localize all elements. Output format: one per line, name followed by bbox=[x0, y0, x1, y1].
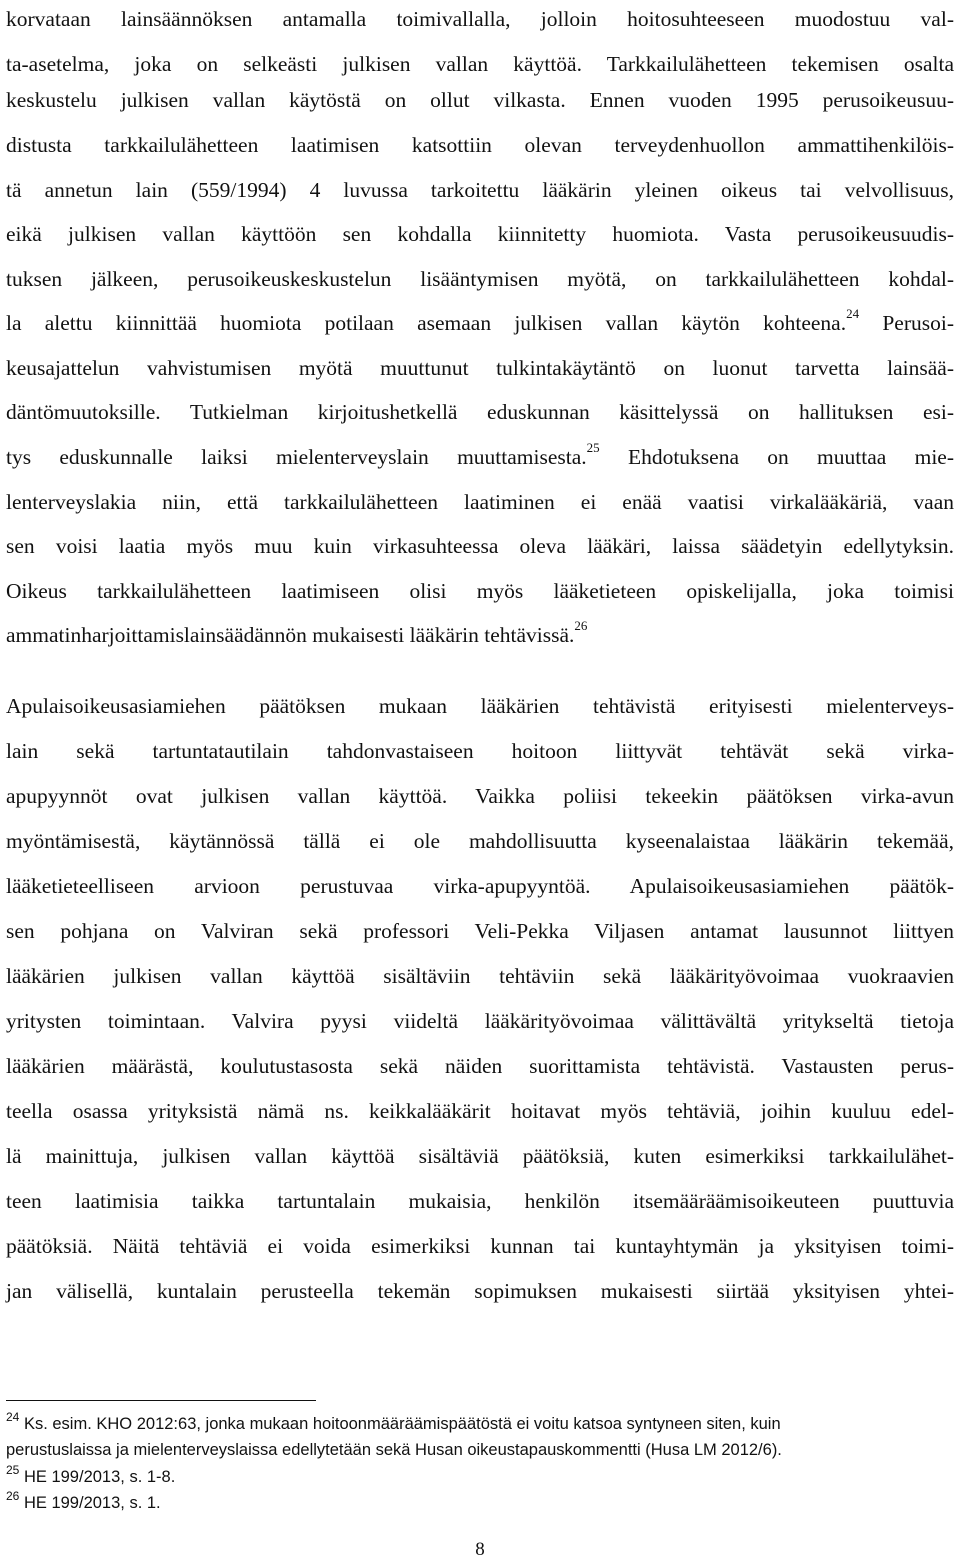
footnote-ref: 24 bbox=[846, 306, 860, 321]
text-line-with-footnote bbox=[6, 618, 954, 648]
footnote-number: 24 bbox=[6, 1410, 20, 1424]
text-line: apupyynnöt ovat julkisen vallan käyttöä. Vaikka poliisi tekeekin päätöksen virka-avun bbox=[6, 784, 954, 808]
footnote-24-continued bbox=[6, 1440, 954, 1460]
footnote-number: 25 bbox=[6, 1463, 20, 1477]
text-line: korvataan lainsäännöksen antamalla toimivallalla, jolloin hoitosuhteeseen muodostuu val- bbox=[6, 7, 954, 31]
text-line: lääkärien määrästä, koulutustasosta sekä näiden suorittamista tehtävistä. Vastausten perus- bbox=[6, 1054, 954, 1078]
text-line: jan välisellä, kuntalain perusteella tekemän sopimuksen mukaisesti siirtää yksityisen yhtei- bbox=[6, 1279, 954, 1303]
footnote-text: HE 199/2013, s. 1-8. bbox=[23, 1468, 176, 1486]
text-line-with-footnote bbox=[6, 440, 954, 470]
text-line: sen voisi laatia myös muu kuin virkasuhteessa oleva lääkäri, laissa säädetyin edellytyksin. bbox=[6, 534, 954, 558]
text-line: lä mainittuja, julkisen vallan käyttöä sisältäviä päätöksiä, kuten esimerkiksi tarkkailulähet- bbox=[6, 1144, 954, 1168]
text-segment: Ehdotuksena on muuttaa mie- bbox=[627, 445, 954, 469]
footnote-text: perustuslaissa ja mielenterveyslaissa edellytetään sekä Husan oikeustapauskommentti (Husa LM 2012/6). bbox=[6, 1441, 782, 1459]
text-segment: tys eduskunnalle laiksi mielenterveyslain muuttamisesta. bbox=[6, 445, 587, 469]
footnote-26 bbox=[6, 1489, 954, 1513]
text-line: lain sekä tartuntatautilain tahdonvastaiseen hoitoon liittyvät tehtävät sekä virka- bbox=[6, 739, 954, 763]
text-line: lääkärien julkisen vallan käyttöä sisältäviin tehtäviin sekä lääkärityövoimaa vuokraavien bbox=[6, 964, 954, 988]
footnote-ref: 25 bbox=[586, 440, 600, 455]
footnote-separator bbox=[6, 1400, 316, 1401]
page-number: 8 bbox=[475, 1539, 485, 1560]
text-line: lääketieteelliseen arvioon perustuvaa virka-apupyyntöä. Apulaisoikeusasiamiehen päätök- bbox=[6, 874, 954, 898]
text-line: keusajattelun vahvistumisen myötä muuttunut tulkintakäytäntö on luonut tarvetta lainsää- bbox=[6, 356, 954, 380]
text-segment: Perusoi- bbox=[882, 311, 955, 335]
text-line: lenterveyslakia niin, että tarkkailulähetteen laatiminen ei enää vaatisi virkalääkäriä, vaan bbox=[6, 490, 954, 514]
text-segment: ammatinharjoittamislainsäädännön mukaisesti lääkärin tehtävissä. bbox=[6, 623, 575, 647]
text-line-with-footnote bbox=[6, 306, 955, 336]
text-line: distusta tarkkailulähetteen laatimisen katsottiin olevan terveydenhuollon ammattihenkilöis- bbox=[6, 133, 954, 157]
text-line: tä annetun lain (559/1994) 4 luvussa tarkoitettu lääkärin yleinen oikeus tai velvollisuus, bbox=[6, 178, 954, 202]
text-line: Oikeus tarkkailulähetteen laatimiseen olisi myös lääketieteen opiskelijalla, joka toimisi bbox=[6, 579, 954, 603]
text-line: eikä julkisen vallan käyttöön sen kohdalla kiinnitetty huomiota. Vasta perusoikeusuudis- bbox=[6, 222, 954, 246]
text-line: myöntämisestä, käytännössä tällä ei ole mahdollisuutta kyseenalaistaa lääkärin tekemää, bbox=[6, 829, 954, 853]
text-segment: la alettu kiinnittää huomiota potilaan asemaan julkisen vallan käytön kohteena. bbox=[6, 311, 847, 335]
text-line: tuksen jälkeen, perusoikeuskeskustelun lisääntymisen myötä, on tarkkailulähetteen kohdal- bbox=[6, 267, 954, 291]
footnote-number: 26 bbox=[6, 1489, 20, 1503]
text-line: teella osassa yrityksistä nämä ns. keikkalääkärit hoitavat myös tehtäviä, joihin kuuluu edel- bbox=[6, 1099, 954, 1123]
footnote-text: Ks. esim. KHO 2012:63, jonka mukaan hoitoonmääräämispäätöstä ei voitu katsoa syntyneen siten, kuin bbox=[23, 1415, 781, 1433]
footnote-24 bbox=[6, 1410, 954, 1434]
text-line: däntömuutoksille. Tutkielman kirjoitushetkellä eduskunnan käsittelyssä on hallituksen esi- bbox=[6, 400, 954, 424]
text-line: keskustelu julkisen vallan käytöstä on ollut vilkasta. Ennen vuoden 1995 perusoikeusuu- bbox=[6, 88, 954, 112]
footnote-text: HE 199/2013, s. 1. bbox=[23, 1494, 161, 1512]
text-line: yritysten toimintaan. Valvira pyysi viideltä lääkärityövoimaa välittävältä yritykseltä tietoja bbox=[6, 1009, 954, 1033]
text-line: sen pohjana on Valviran sekä professori Veli-Pekka Viljasen antamat lausunnot liittyen bbox=[6, 919, 954, 943]
text-line: päätöksiä. Näitä tehtäviä ei voida esimerkiksi kunnan tai kuntayhtymän ja yksityisen toimi- bbox=[6, 1234, 954, 1258]
footnote-25 bbox=[6, 1463, 954, 1487]
footnote-ref: 26 bbox=[574, 618, 588, 633]
text-line: teen laatimisia taikka tartuntalain mukaisia, henkilön itsemääräämisoikeuteen puuttuvia bbox=[6, 1189, 954, 1213]
text-line: Apulaisoikeusasiamiehen päätöksen mukaan lääkärien tehtävistä erityisesti mielenterveys- bbox=[6, 694, 954, 718]
text-line: ta-asetelma, joka on selkeästi julkisen vallan käyttöä. Tarkkailulähetteen tekemisen osalta bbox=[6, 52, 954, 76]
